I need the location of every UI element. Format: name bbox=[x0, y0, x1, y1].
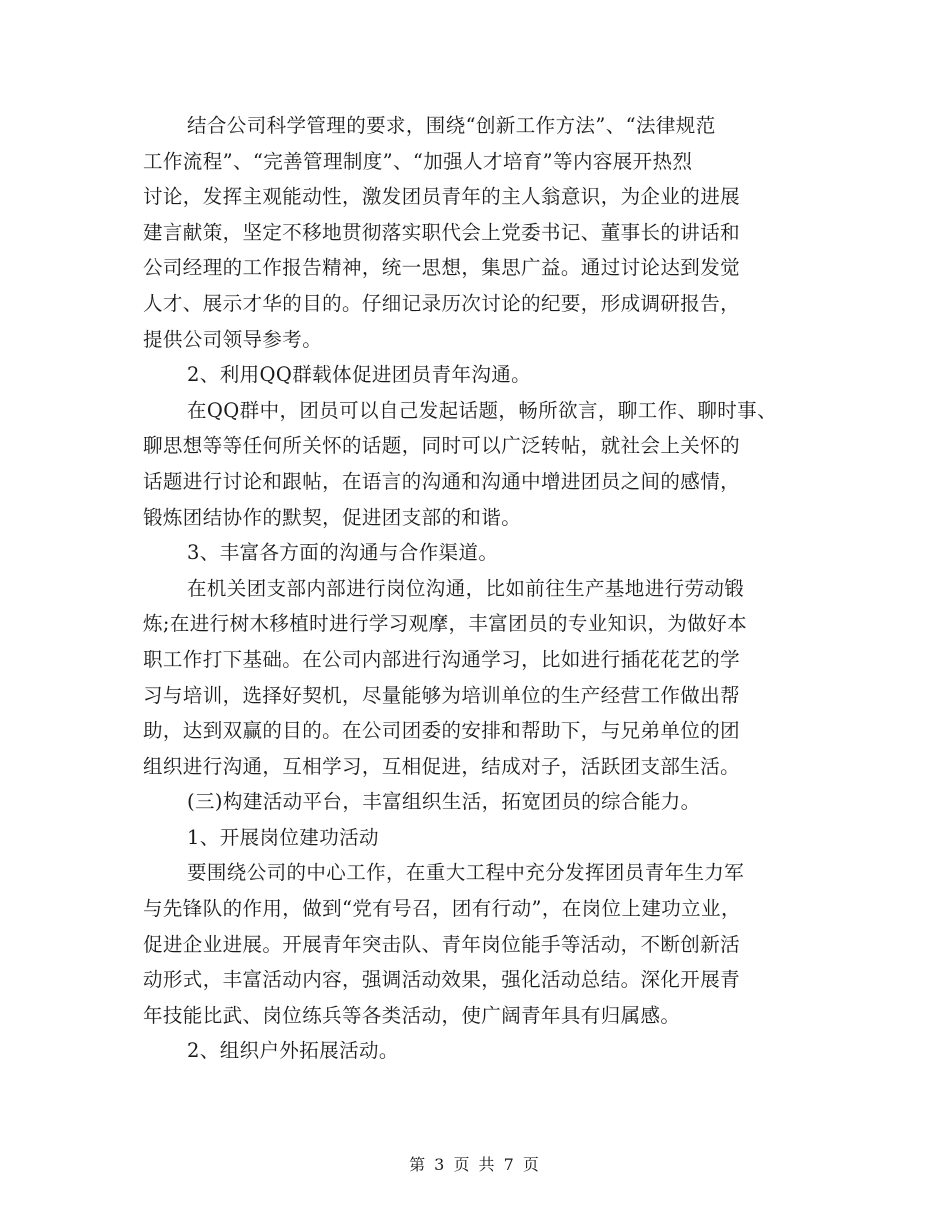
text-line: 锻炼团结协作的默契，促进团支部的和谐。 bbox=[143, 505, 522, 529]
text-line: 聊思想等等任何所关怀的话题，同时可以广泛转帖，就社会上关怀的 bbox=[143, 434, 741, 458]
text-line: (三)构建活动平台，丰富组织生活，拓宽团员的综合能力。 bbox=[187, 790, 701, 814]
text-line: 在QQ群中，团员可以自己发起话题，畅所欲言，聊工作、聊时事、 bbox=[187, 398, 777, 422]
text-line: 与先锋队的作用，做到“党有号召，团有行动”，在岗位上建功立业， bbox=[143, 897, 741, 921]
text-line: 促进企业进展。开展青年突击队、青年岗位能手等活动，不断创新活 bbox=[143, 932, 741, 956]
document-body bbox=[143, 108, 823, 1069]
text-line: 讨论，发挥主观能动性，激发团员青年的主人翁意识，为企业的进展 bbox=[143, 185, 741, 209]
text-line: 在机关团支部内部进行岗位沟通，比如前往生产基地进行劳动锻 bbox=[187, 576, 745, 600]
text-line: 工作流程”、“完善管理制度”、“加强人才培育”等内容展开热烈 bbox=[143, 149, 693, 173]
text-line: 习与培训，选择好契机，尽量能够为培训单位的生产经营工作做出帮 bbox=[143, 683, 741, 707]
text-line: 组织进行沟通，互相学习，互相促进，结成对子，活跃团支部生活。 bbox=[143, 754, 741, 778]
text-line: 结合公司科学管理的要求，围绕“创新工作方法”、“法律规范 bbox=[187, 114, 716, 137]
text-line: 人才、展示才华的目的。仔细记录历次讨论的纪要，形成调研报告， bbox=[143, 291, 741, 315]
text-line: 要围绕公司的中心工作，在重大工程中充分发挥团员青年生力军 bbox=[187, 861, 745, 885]
text-line: 提供公司领导参考。 bbox=[143, 327, 323, 351]
text-line: 动形式，丰富活动内容，强调活动效果，强化活动总结。深化开展青 bbox=[143, 968, 741, 992]
text-line: 2、组织户外拓展活动。 bbox=[187, 1039, 399, 1063]
text-line: 年技能比武、岗位练兵等各类活动，使广阔青年具有归属感。 bbox=[143, 1003, 681, 1027]
text-line: 建言献策，坚定不移地贯彻落实职代会上党委书记、董事长的讲话和 bbox=[143, 220, 741, 244]
page-footer: 第 3 页 共 7 页 bbox=[409, 1155, 541, 1174]
text-line: 炼;在进行树木移植时进行学习观摩，丰富团员的专业知识，为做好本 bbox=[143, 612, 747, 636]
text-line: 话题进行讨论和跟帖，在语言的沟通和沟通中增进团员之间的感情， bbox=[143, 469, 741, 493]
text-line: 3、丰富各方面的沟通与合作渠道。 bbox=[187, 541, 499, 565]
text-line: 2、利用QQ群载体促进团员青年沟通。 bbox=[187, 363, 532, 387]
text-line: 1、开展岗位建功活动 bbox=[187, 825, 379, 849]
text-line: 助，达到双赢的目的。在公司团委的安排和帮助下，与兄弟单位的团 bbox=[143, 719, 741, 743]
text-line: 公司经理的工作报告精神，统一思想，集思广益。通过讨论达到发觉 bbox=[143, 256, 741, 280]
text-line: 职工作打下基础。在公司内部进行沟通学习，比如进行插花花艺的学 bbox=[143, 647, 741, 671]
